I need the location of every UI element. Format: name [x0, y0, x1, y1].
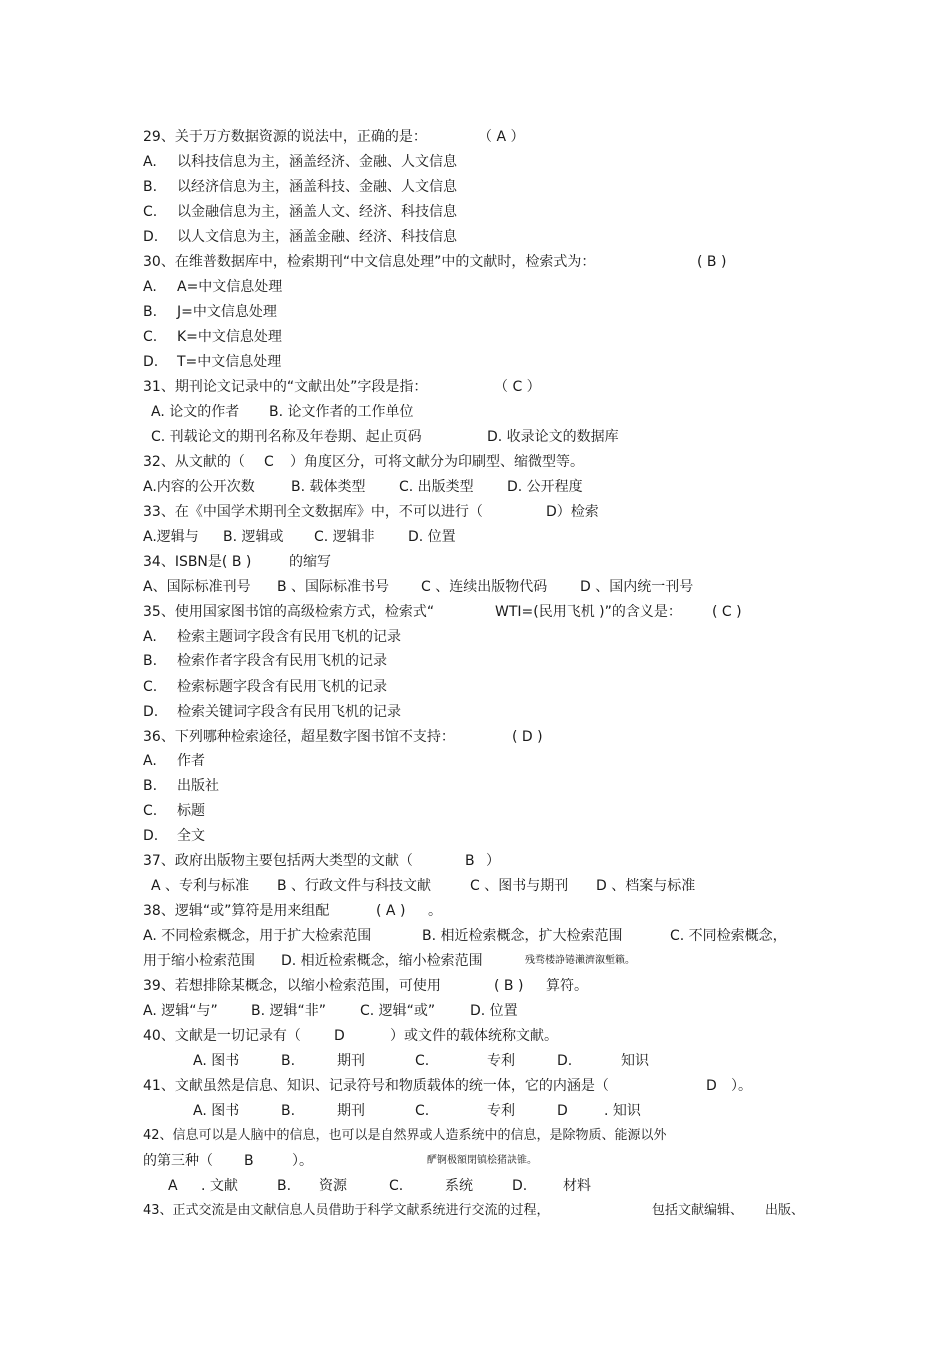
text-segment: B.: [281, 1053, 296, 1069]
text-segment: B: [244, 1153, 254, 1169]
text-segment: D.: [143, 229, 159, 245]
text-segment: D.: [143, 354, 159, 370]
text-segment: 41、文献虽然是信息、知识、记录符号和物质载体的统一体，它的内涵是（: [143, 1078, 609, 1094]
text-segment: 期刊: [337, 1053, 365, 1069]
text-segment: 检索标题字段含有民用飞机的记录: [177, 679, 387, 695]
text-segment: D.: [143, 828, 159, 844]
text-segment: 31、期刊论文记录中的“文献出处”字段是指：: [143, 379, 428, 395]
text-segment: A. 逻辑“与”: [143, 1003, 218, 1019]
text-segment: D. 公开程度: [507, 479, 583, 495]
text-segment: C.: [143, 204, 158, 220]
text-segment: 以经济信息为主，涵盖科技、金融、人文信息: [177, 179, 457, 195]
text-segment: D. 收录论文的数据库: [487, 429, 619, 445]
text-segment: 43、正式交流是由文献信息人员借助于科学文献系统进行交流的过程，: [143, 1203, 550, 1218]
text-segment: A.: [143, 279, 157, 295]
text-segment: 酽锕极額閉镇桧猪訣锥。: [427, 1155, 537, 1166]
text-segment: 以人文信息为主，涵盖金融、经济、科技信息: [177, 229, 457, 245]
text-segment: B. 相近检索概念，扩大检索范围: [422, 928, 623, 944]
text-segment: A. 不同检索概念，用于扩大检索范围: [143, 928, 372, 944]
text-segment: B: [465, 853, 475, 869]
text-segment: C.: [143, 803, 158, 819]
text-segment: B.: [143, 304, 158, 320]
text-segment: . 文献: [201, 1178, 238, 1194]
text-segment: ）: [486, 853, 500, 869]
text-segment: ）或文件的载体统称文献。: [390, 1028, 558, 1044]
text-segment: 知识: [621, 1053, 649, 1069]
text-segment: 全文: [177, 828, 205, 844]
text-segment: 的第三种（: [143, 1153, 213, 1169]
text-segment: 专利: [487, 1053, 515, 1069]
text-segment: 材料: [563, 1178, 591, 1194]
text-segment: B.: [143, 653, 158, 669]
text-segment: 出版社: [177, 778, 219, 794]
text-segment: . 知识: [604, 1103, 641, 1119]
text-segment: 检索主题词字段含有民用飞机的记录: [177, 629, 401, 645]
text-segment: B. 逻辑“非”: [251, 1003, 327, 1019]
text-segment: D.: [512, 1178, 528, 1194]
text-segment: A=中文信息处理: [177, 279, 283, 295]
text-segment: A.逻辑与: [143, 529, 199, 545]
text-segment: 检索作者字段含有民用飞机的记录: [177, 653, 387, 669]
text-segment: C. 刊载论文的期刊名称及年卷期、起止页码: [151, 429, 422, 445]
text-segment: （ A ）: [478, 129, 525, 145]
text-segment: A 、专利与标准: [151, 878, 250, 894]
text-segment: D. 位置: [470, 1003, 518, 1019]
text-segment: A.: [143, 154, 157, 170]
text-segment: D. 位置: [408, 529, 456, 545]
text-segment: C.: [415, 1053, 430, 1069]
text-segment: T=中文信息处理: [177, 354, 282, 370]
text-segment: A、国际标准刊号: [143, 579, 251, 595]
text-segment: C.: [143, 329, 158, 345]
text-segment: 29、关于万方数据资源的说法中，正确的是：: [143, 129, 427, 145]
text-segment: ）。: [292, 1153, 313, 1169]
text-segment: 42、信息可以是人脑中的信息，也可以是自然界或人造系统中的信息，是除物质、能源以外: [143, 1128, 667, 1143]
text-segment: 35、使用国家图书馆的高级检索方式，检索式“: [143, 604, 435, 620]
text-segment: 32、从文献的（: [143, 454, 245, 470]
text-segment: D 、档案与标准: [596, 878, 696, 894]
text-segment: ( B ): [697, 254, 727, 270]
text-segment: C.: [143, 679, 158, 695]
text-segment: ( D ): [512, 729, 543, 745]
text-segment: 专利: [487, 1103, 515, 1119]
text-segment: 。: [428, 903, 442, 919]
text-segment: 检索关键词字段含有民用飞机的记录: [177, 704, 401, 720]
text-segment: 38、逻辑“或”算符是用来组配: [143, 903, 330, 919]
text-segment: WTI=(民用飞机 )”的含义是：: [495, 604, 682, 620]
text-segment: ）。: [731, 1078, 752, 1094]
text-segment: A.: [143, 753, 157, 769]
text-segment: ( A ): [376, 903, 406, 919]
text-segment: 包括文献编辑、: [652, 1203, 744, 1218]
text-segment: D）检索: [546, 504, 599, 520]
text-segment: ( C ): [712, 604, 742, 620]
text-segment: 出版、: [765, 1203, 805, 1218]
text-segment: D: [706, 1078, 717, 1094]
text-segment: C: [264, 454, 274, 470]
text-segment: D. 相近检索概念，缩小检索范围: [281, 953, 483, 969]
text-segment: ( B ): [494, 978, 524, 994]
text-segment: 30、在维普数据库中，检索期刊“中文信息处理”中的文献时，检索式为：: [143, 254, 596, 270]
text-segment: 以金融信息为主，涵盖人文、经济、科技信息: [177, 204, 457, 220]
text-segment: B 、行政文件与科技文献: [277, 878, 432, 894]
text-segment: A. 图书: [193, 1053, 240, 1069]
text-segment: D.: [557, 1053, 573, 1069]
text-segment: B.: [143, 778, 158, 794]
text-segment: B.: [143, 179, 158, 195]
text-segment: 残骛楼諍锩瀨濟溆塹籟。: [525, 955, 635, 966]
text-segment: D: [334, 1028, 345, 1044]
text-segment: 40、文献是一切记录有（: [143, 1028, 301, 1044]
text-segment: B 、国际标准书号: [277, 579, 390, 595]
text-segment: 39、若想排除某概念，以缩小检索范围，可使用: [143, 978, 441, 994]
text-segment: 的缩写: [289, 554, 331, 570]
text-segment: A. 论文的作者: [151, 404, 240, 420]
text-segment: C 、连续出版物代码: [421, 579, 548, 595]
text-segment: B.: [281, 1103, 296, 1119]
text-segment: 资源: [319, 1178, 347, 1194]
text-segment: 用于缩小检索范围: [143, 953, 255, 969]
text-segment: B.: [277, 1178, 292, 1194]
text-segment: D: [557, 1103, 568, 1119]
text-segment: C.: [389, 1178, 404, 1194]
text-segment: 34、ISBN是( B ): [143, 554, 252, 570]
text-segment: 36、下列哪种检索途径，超星数字图书馆不支持：: [143, 729, 455, 745]
text-segment: A.内容的公开次数: [143, 479, 255, 495]
text-segment: 37、政府出版物主要包括两大类型的文献（: [143, 853, 413, 869]
text-segment: D.: [143, 704, 159, 720]
text-segment: B. 载体类型: [291, 479, 366, 495]
text-segment: B. 逻辑或: [223, 529, 284, 545]
text-segment: K=中文信息处理: [177, 329, 282, 345]
text-segment: C. 逻辑非: [314, 529, 375, 545]
text-segment: C.: [415, 1103, 430, 1119]
text-segment: C. 逻辑“或”: [360, 1003, 436, 1019]
text-segment: A.: [143, 629, 157, 645]
text-segment: A: [168, 1178, 178, 1194]
text-segment: 系统: [445, 1178, 473, 1194]
text-segment: 标题: [177, 803, 205, 819]
text-segment: J=中文信息处理: [177, 304, 277, 320]
text-segment: 算符。: [546, 978, 588, 994]
text-segment: ）角度区分，可将文献分为印刷型、缩微型等。: [290, 454, 584, 470]
text-segment: （ C ）: [494, 379, 541, 395]
text-segment: C. 出版类型: [399, 479, 474, 495]
text-segment: 作者: [177, 753, 205, 769]
text-segment: A. 图书: [193, 1103, 240, 1119]
text-segment: 期刊: [337, 1103, 365, 1119]
text-segment: B. 论文作者的工作单位: [269, 404, 414, 420]
text-segment: D 、国内统一刊号: [580, 579, 694, 595]
text-segment: C. 不同检索概念，: [670, 928, 787, 944]
text-segment: 33、在《中国学术期刊全文数据库》中，不可以进行（: [143, 504, 483, 520]
text-segment: C 、图书与期刊: [470, 878, 569, 894]
text-segment: 以科技信息为主，涵盖经济、金融、人文信息: [177, 154, 457, 170]
